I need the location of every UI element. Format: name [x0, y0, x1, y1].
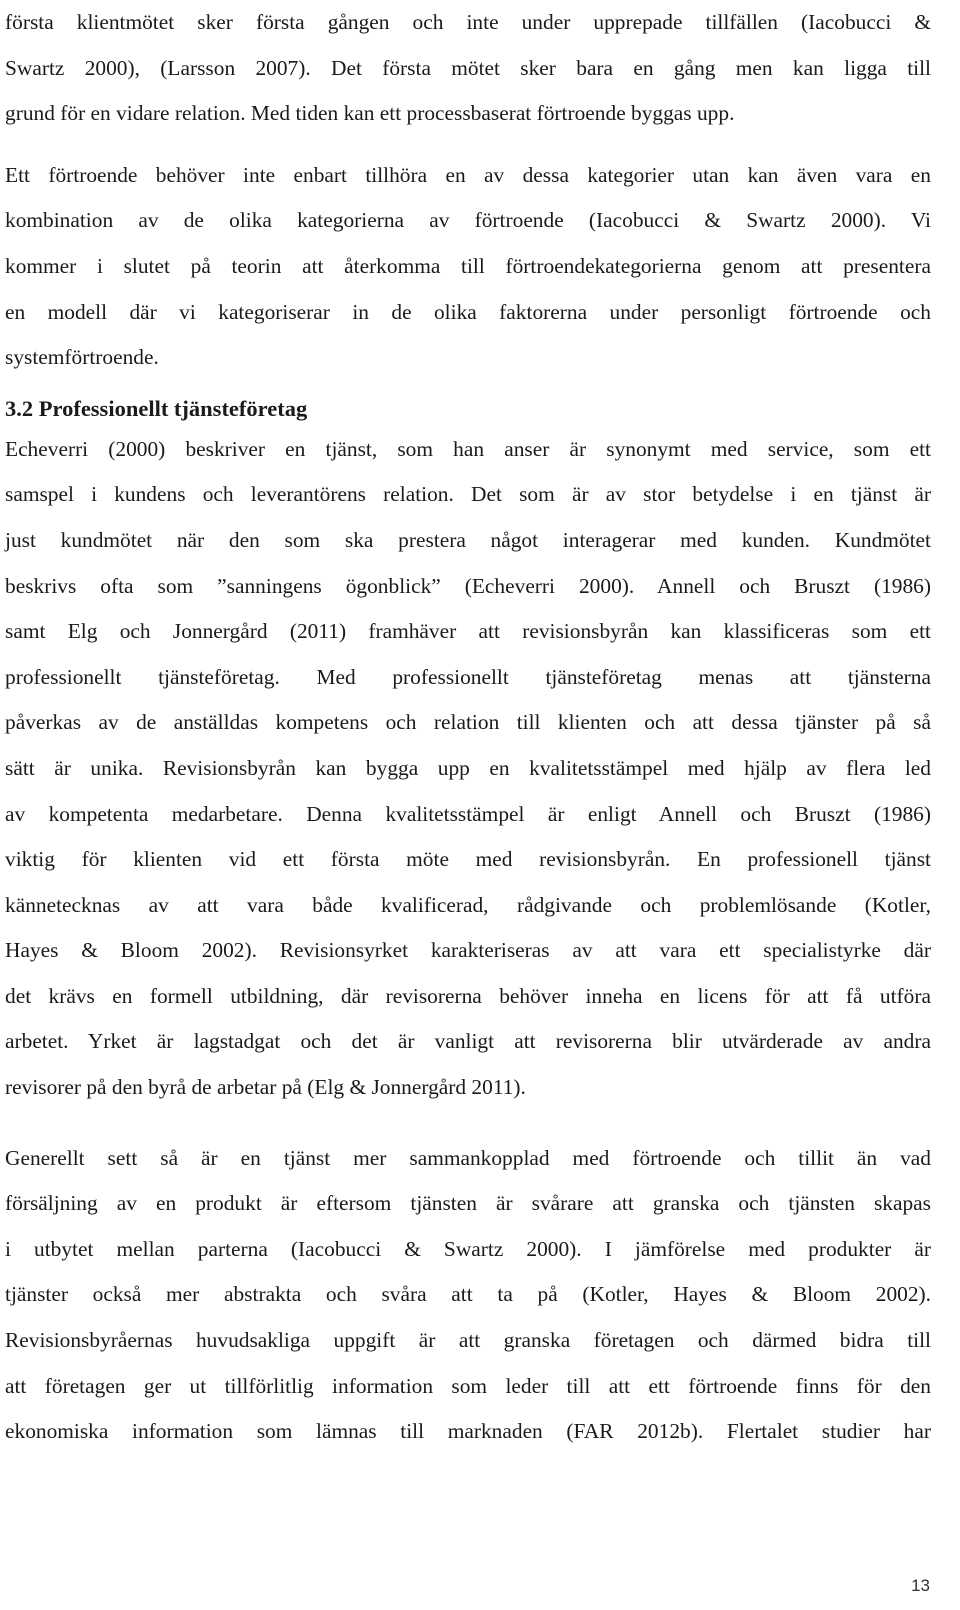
text-line: påverkas av de anställdas kompetens och relation till klienten och att dessa tjänster på så: [5, 710, 931, 735]
text-line: Hayes & Bloom 2002). Revisionsyrket karakteriseras av att vara ett specialistyrke där: [5, 938, 931, 963]
text-line: av kompetenta medarbetare. Denna kvalitetsstämpel är enligt Annell och Bruszt (1986): [5, 801, 931, 826]
text-line: Swartz 2000), (Larsson 2007). Det första mötet sker bara en gång men kan ligga till: [5, 55, 931, 80]
text-line: kännetecknas av att vara både kvalificerad, rådgivande och problemlösande (Kotler,: [5, 892, 931, 917]
text-line: just kundmötet när den som ska prestera något interagerar med kunden. Kundmötet: [5, 527, 931, 552]
text-line: Revisionsbyråernas huvudsakliga uppgift är att granska företagen och därmed bidra till: [5, 1328, 931, 1353]
document-page: [5, 0, 931, 1455]
text-line: att företagen ger ut tillförlitlig information som leder till att ett förtroende finns för den: [5, 1373, 931, 1398]
text-line: grund för en vidare relation. Med tiden kan ett processbaserat förtroende byggas upp.: [5, 101, 735, 126]
text-line: revisorer på den byrå de arbetar på (Elg & Jonnergård 2011).: [5, 1075, 526, 1100]
paragraph-2: [5, 153, 931, 381]
text-line: Echeverri (2000) beskriver en tjänst, som han anser är synonymt med service, som ett: [5, 436, 931, 461]
text-line: professionellt tjänsteföretag. Med professionellt tjänsteföretag menas att tjänsterna: [5, 664, 931, 689]
text-line: det krävs en formell utbildning, där revisorerna behöver inneha en licens för att få utföra: [5, 983, 931, 1008]
text-line: Ett förtroende behöver inte enbart tillhöra en av dessa kategorier utan kan även vara en: [5, 162, 931, 187]
text-line: försäljning av en produkt är eftersom tjänsten är svårare att granska och tjänsten skapas: [5, 1191, 931, 1216]
text-line: viktig för klienten vid ett första möte med revisionsbyrån. En professionell tjänst: [5, 847, 931, 872]
paragraph-4: [5, 1136, 931, 1455]
text-line: första klientmötet sker första gången och inte under upprepade tillfällen (Iacobucci &: [5, 10, 931, 34]
text-line: tjänster också mer abstrakta och svåra att ta på (Kotler, Hayes & Bloom 2002).: [5, 1282, 931, 1307]
section-heading: 3.2 Professionellt tjänsteföretag: [5, 395, 308, 421]
text-line: samspel i kundens och leverantörens relation. Det som är av stor betydelse i en tjänst är: [5, 482, 931, 507]
text-line: ekonomiska information som lämnas till marknaden (FAR 2012b). Flertalet studier har: [5, 1419, 931, 1444]
text-line: kombination av de olika kategorierna av förtroende (Iacobucci & Swartz 2000). Vi: [5, 208, 931, 233]
text-line: systemförtroende.: [5, 345, 159, 370]
text-line: Generellt sett så är en tjänst mer sammankopplad med förtroende och tillit än vad: [5, 1145, 931, 1170]
paragraph-1: [5, 0, 931, 137]
text-line: beskrivs ofta som ”sanningens ögonblick” (Echeverri 2000). Annell och Bruszt (1986): [5, 573, 931, 598]
text-line: sätt är unika. Revisionsbyrån kan bygga upp en kvalitetsstämpel med hjälp av flera led: [5, 755, 931, 780]
text-line: kommer i slutet på teorin att återkomma till förtroendekategorierna genom att presentera: [5, 253, 931, 278]
paragraph-3: [5, 427, 931, 1111]
text-line: en modell där vi kategoriserar in de olika faktorerna under personligt förtroende och: [5, 299, 931, 324]
text-line: arbetet. Yrket är lagstadgat och det är vanligt att revisorerna blir utvärderade av andra: [5, 1029, 931, 1054]
page-number: 13: [911, 1576, 930, 1595]
text-line: samt Elg och Jonnergård (2011) framhäver att revisionsbyrån kan klassificeras som ett: [5, 619, 931, 644]
text-line: i utbytet mellan parterna (Iacobucci & Swartz 2000). I jämförelse med produkter är: [5, 1236, 931, 1261]
